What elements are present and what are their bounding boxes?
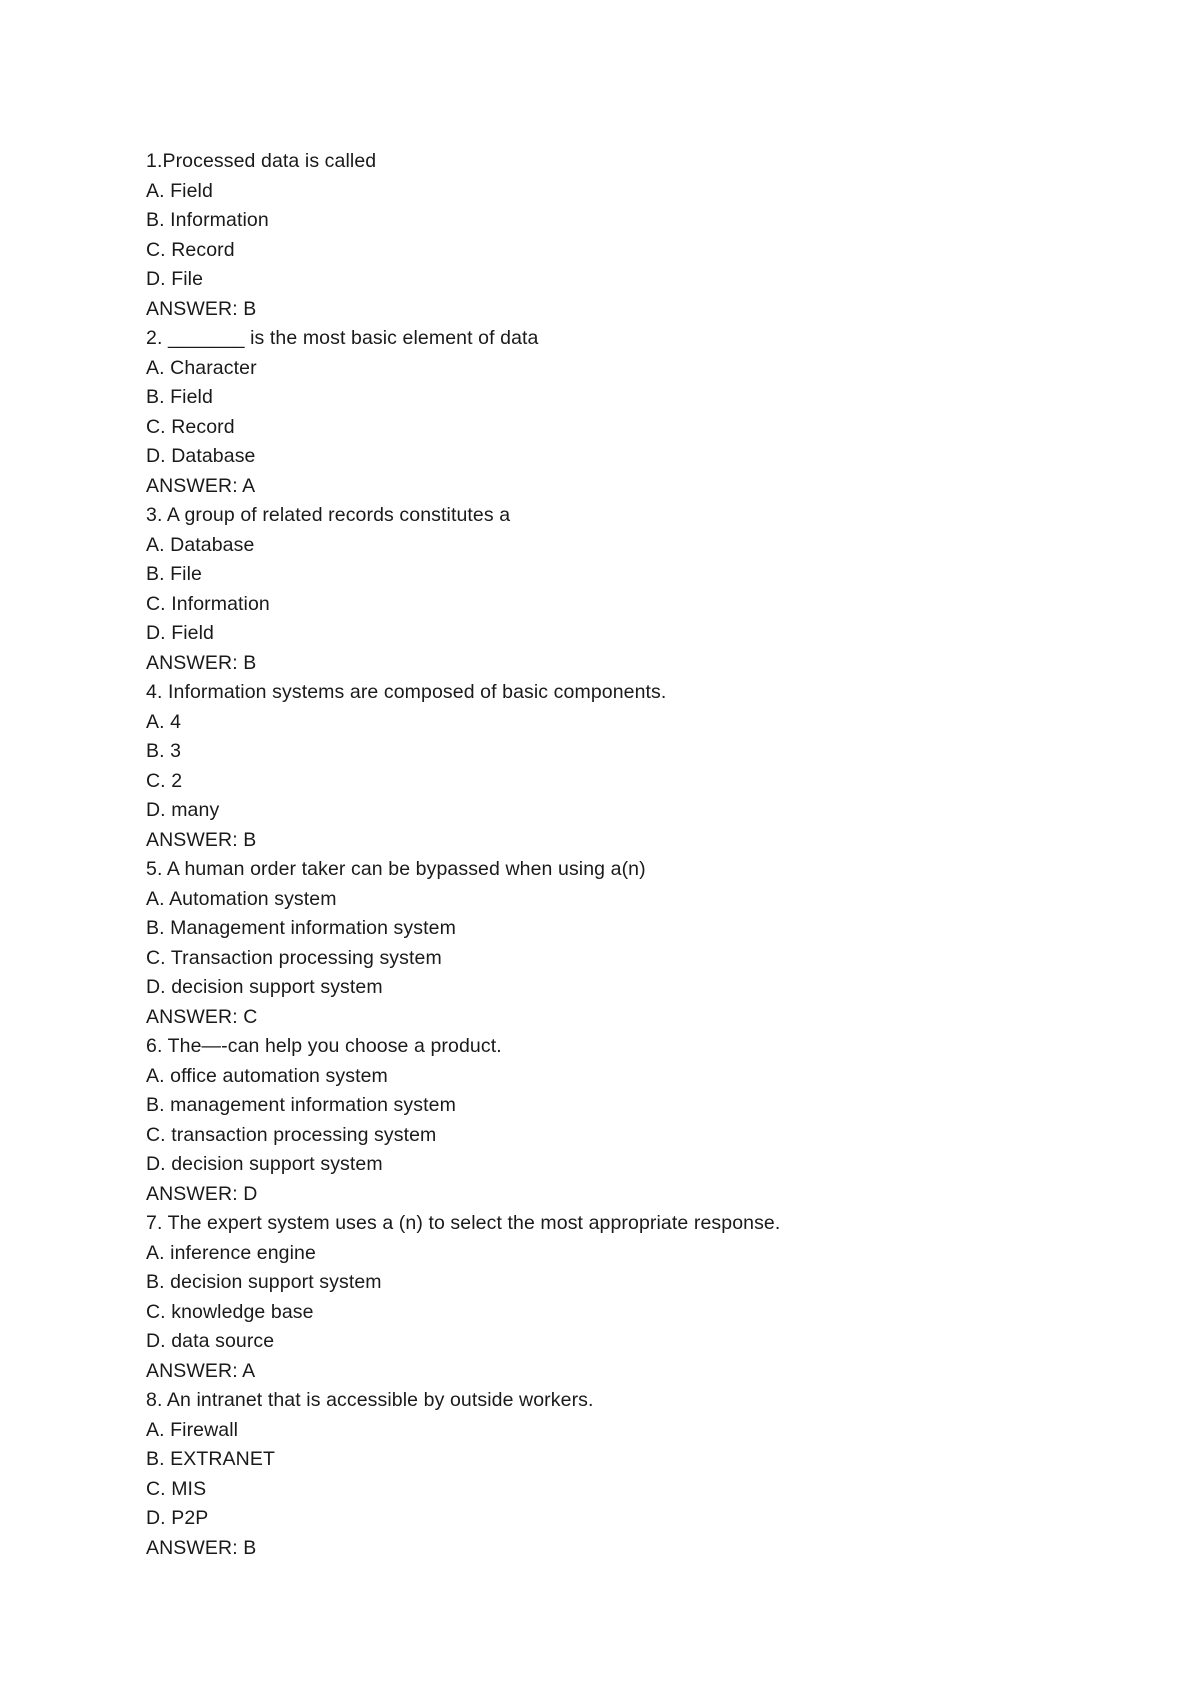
option-d: D. many	[146, 799, 220, 821]
option-d: D. Field	[146, 622, 214, 644]
option-b: B. File	[146, 563, 202, 585]
option-c: C. 2	[146, 769, 183, 792]
option-c: C. knowledge base	[146, 1300, 314, 1323]
option-c: C. MIS	[146, 1477, 207, 1500]
option-a: A. office automation system	[146, 1064, 388, 1087]
option-b: B. Management information system	[146, 917, 456, 939]
question-text: 8. An intranet that is accessible by outside workers.	[146, 1389, 594, 1411]
quiz-content	[146, 147, 1106, 1563]
option-c: C. Information	[146, 592, 270, 615]
question-text: 5. A human order taker can be bypassed when using a(n)	[146, 858, 646, 880]
option-a: A. Character	[146, 356, 257, 379]
question-text: 4. Information systems are composed of basic components.	[146, 681, 667, 703]
question-block	[146, 147, 1106, 324]
option-d: D. decision support system	[146, 976, 383, 998]
question-block	[146, 678, 1106, 855]
question-block	[146, 1209, 1106, 1386]
option-b: B. EXTRANET	[146, 1448, 275, 1470]
option-c: C. transaction processing system	[146, 1123, 437, 1146]
answer-line: ANSWER: C	[146, 1005, 258, 1028]
option-d: D. File	[146, 268, 204, 290]
question-text: 3. A group of related records constitutes a	[146, 504, 511, 526]
option-d: D. Database	[146, 445, 256, 467]
option-d: D. P2P	[146, 1507, 209, 1529]
answer-line: ANSWER: B	[146, 828, 257, 851]
answer-line: ANSWER: B	[146, 1536, 257, 1559]
question-block	[146, 1386, 1106, 1563]
answer-line: ANSWER: A	[146, 474, 256, 497]
answer-line: ANSWER: D	[146, 1182, 258, 1205]
option-a: A. inference engine	[146, 1241, 316, 1264]
answer-line: ANSWER: A	[146, 1359, 256, 1382]
question-block	[146, 1032, 1106, 1209]
question-text: 7. The expert system uses a (n) to select the most appropriate response.	[146, 1212, 781, 1234]
option-b: B. Field	[146, 386, 213, 408]
option-b: B. decision support system	[146, 1271, 382, 1293]
option-c: C. Record	[146, 415, 235, 438]
option-b: B. 3	[146, 740, 182, 762]
option-a: A. Automation system	[146, 887, 337, 910]
option-a: A. Database	[146, 533, 255, 556]
option-d: D. decision support system	[146, 1153, 383, 1175]
answer-line: ANSWER: B	[146, 651, 257, 674]
option-a: A. Field	[146, 179, 213, 202]
option-a: A. Firewall	[146, 1418, 239, 1441]
question-text: 6. The—-can help you choose a product.	[146, 1035, 502, 1057]
question-text: 2. _______ is the most basic element of data	[146, 327, 539, 349]
question-block	[146, 501, 1106, 678]
option-d: D. data source	[146, 1330, 275, 1352]
answer-line: ANSWER: B	[146, 297, 257, 320]
option-c: C. Record	[146, 238, 235, 261]
option-b: B. Information	[146, 209, 269, 231]
option-c: C. Transaction processing system	[146, 946, 442, 969]
question-block	[146, 855, 1106, 1032]
question-block	[146, 324, 1106, 501]
question-text: 1.Processed data is called	[146, 150, 377, 172]
option-b: B. management information system	[146, 1094, 456, 1116]
option-a: A. 4	[146, 710, 182, 733]
